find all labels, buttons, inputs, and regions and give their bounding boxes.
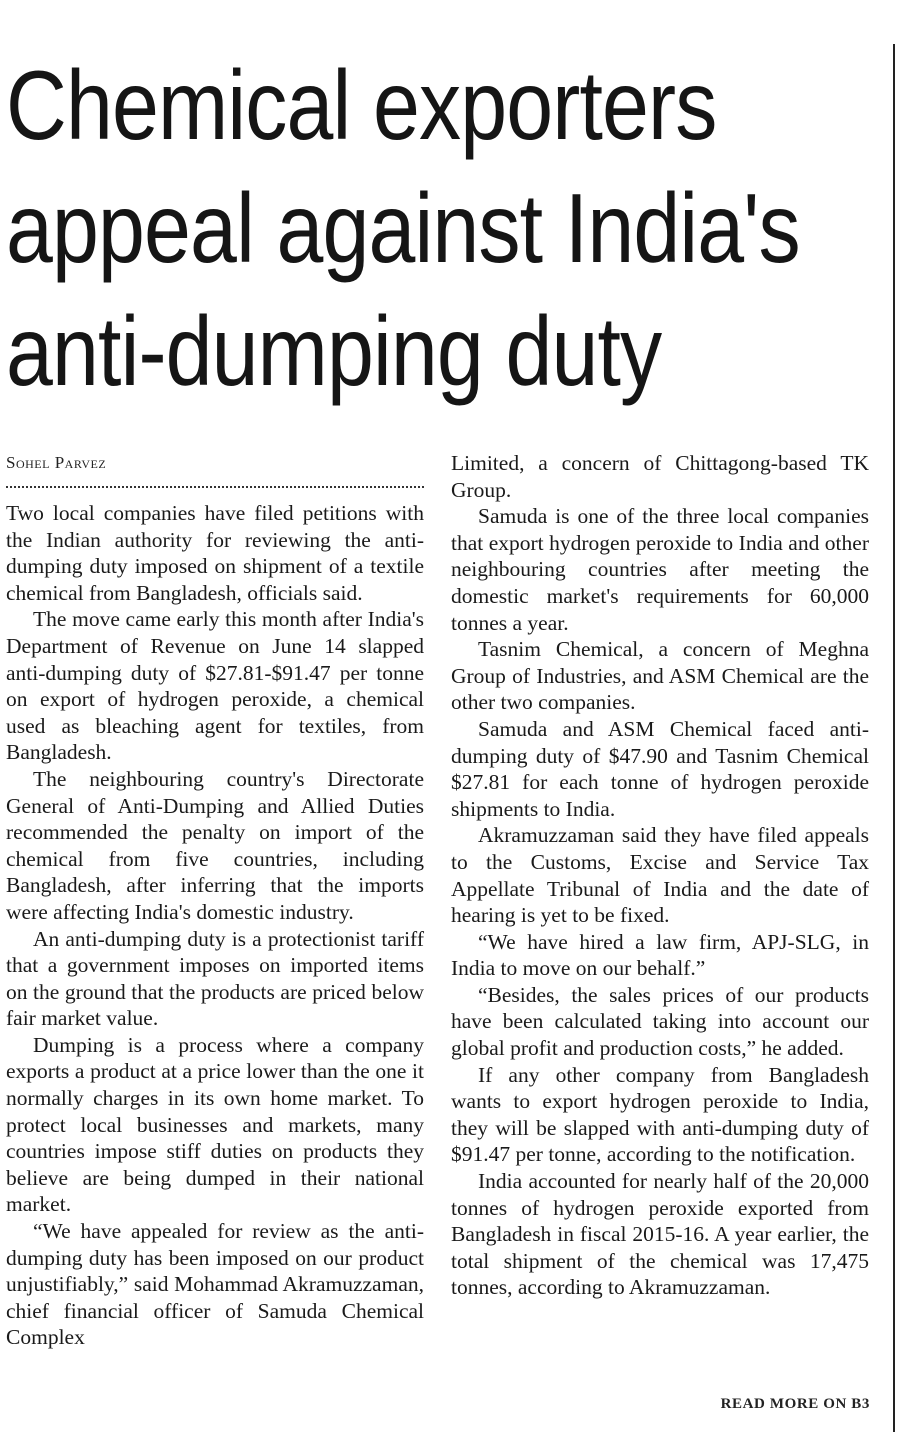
paragraph: “We have hired a law firm, APJ-SLG, in India to move on our behalf.” <box>451 929 869 981</box>
paragraph: Samuda and ASM Chemical faced anti-dumping duty of $47.90 and Tasnim Chemical $27.81 for each tonne of hydrogen peroxide shipments to India. <box>451 716 869 821</box>
paragraph: “We have appealed for review as the anti-dumping duty has been imposed on our product unjustifiably,” said Mohammad Akramuzzaman, chief financial officer of Samuda Chemical Complex <box>6 1219 424 1350</box>
paragraph: An anti-dumping duty is a protectionist tariff that a government imposes on imported items on the ground that the products are priced below fair market value. <box>6 926 424 1031</box>
paragraph: Tasnim Chemical, a concern of Meghna Group of Industries, and ASM Chemical are the other two companies. <box>451 637 869 715</box>
paragraph: Samuda is one of the three local companies that export hydrogen peroxide to India and other neighbouring countries after meeting the domestic market's requirements for 60,000 tonnes a year. <box>451 504 869 635</box>
paragraph: India accounted for nearly half of the 20,000 tonnes of hydrogen peroxide exported from Bangladesh in fiscal 2015-16. A year earlier, the total shipment of the chemical was 17,475 tonnes, according to Akramuzzaman. <box>451 1169 869 1300</box>
headline-line-2: appeal against India's <box>6 173 800 283</box>
paragraph: Dumping is a process where a company exports a product at a price lower than the one it normally charges in its own home market. To protect local businesses and markets, many countries impose stiff duties on products they believe are being dumped in their national market. <box>6 1032 424 1217</box>
paragraph: If any other company from Bangladesh wants to export hydrogen peroxide to India, they will be slapped with anti-dumping duty of $91.47 per tonne, according to the notification. <box>451 1062 869 1167</box>
dotted-divider <box>6 480 424 488</box>
article-column-right <box>451 450 869 1301</box>
read-more-link[interactable]: READ MORE ON B3 <box>720 1396 870 1412</box>
paragraph: Akramuzzaman said they have filed appeals to the Customs, Excise and Service Tax Appellate Tribunal of India and the date of hearing is yet to be fixed. <box>451 823 869 928</box>
byline: Sohel Parvez <box>6 453 107 472</box>
headline-line-3: anti-dumping duty <box>6 296 662 406</box>
paragraph: Limited, a concern of Chittagong-based TK Group. <box>451 451 869 502</box>
headline-line-1: Chemical exporters <box>6 50 717 160</box>
column-rule <box>893 44 895 1432</box>
paragraph: Two local companies have filed petitions with the Indian authority for reviewing the anti-dumping duty imposed on shipment of a textile chemical from Bangladesh, officials said. <box>6 501 424 605</box>
paragraph: The neighbouring country's Directorate General of Anti-Dumping and Allied Duties recommended the penalty on import of the chemical from five countries, including Bangladesh, after inferring that the imports were affecting India's domestic industry. <box>6 766 424 924</box>
article-column-left <box>6 450 424 1351</box>
paragraph: The move came early this month after India's Department of Revenue on June 14 slapped anti-dumping duty of $27.81-$91.47 per tonne on export of hydrogen peroxide, a chemical used as bleaching agent for textiles, from Bangladesh. <box>6 607 424 765</box>
headline <box>6 44 800 413</box>
paragraph: “Besides, the sales prices of our products have been calculated taking into account our global profit and production costs,” he added. <box>451 982 869 1061</box>
